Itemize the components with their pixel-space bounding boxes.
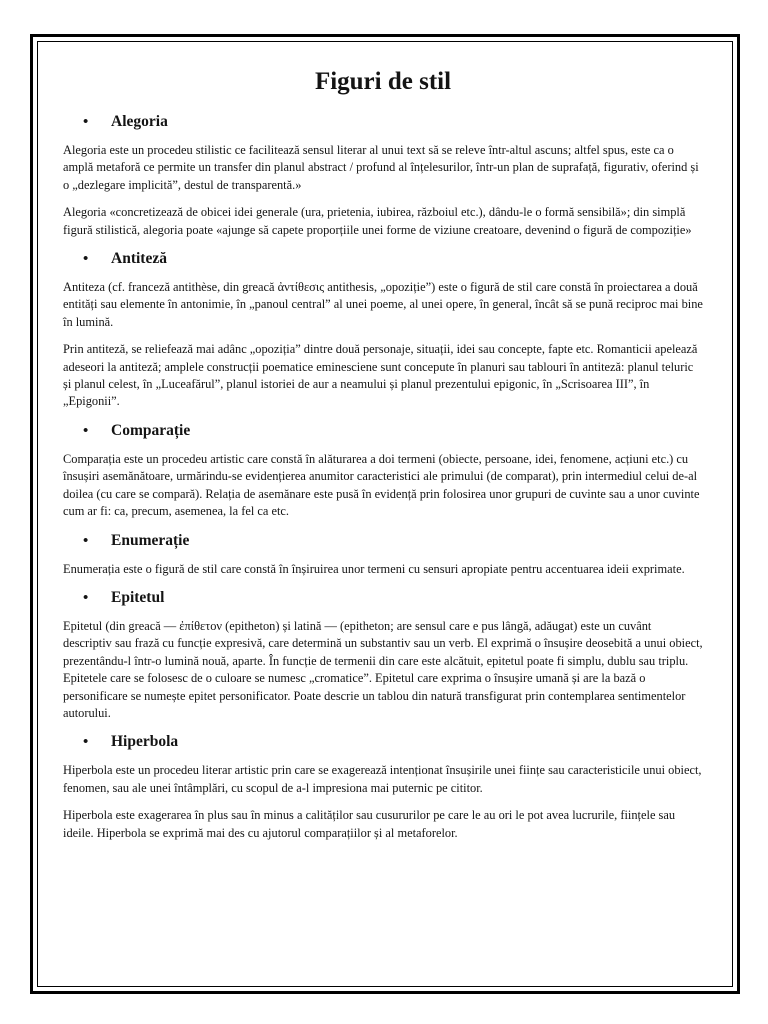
- paragraph: Epitetul (din greacă — ἐπίθετον (epitheton) și latină — (epitheton; are sensul care e pus lângă, adăugat) este un cuvânt descriptiv sau frază cu funcție expresivă, care determină un substantiv sau un verb. El exprimă o însușire deosebită a unui obiect, prezentându-l într-o lumină nouă, aparte. În funcție de termenii din care este alcătuit, epitetul poate fi simplu, dublu sau triplu. Epitetele care se folosesc de o culoare se numesc „cromatice”. Epitetul care exprima o însușire umană și are la bază o personificare se numește epitet personificator. Poate descrie un tablou din natură transfigurat prin contemplarea sentimentelor autorului.: [63, 618, 703, 720]
- section-heading-label: Epitetul: [111, 588, 165, 606]
- bullet-icon: •: [83, 251, 89, 268]
- section-heading-enumeratie: [83, 531, 703, 551]
- paragraph: Alegoria «concretizează de obicei idei generale (ura, prietenia, iubirea, războiul etc.), dându-le o formă sensibilă»; din simplă figură stilistică, alegoria poate «ajunge să capete proporțiile unei forme de viziune creatoare, devenind o figură de compoziție»: [63, 205, 692, 237]
- bullet-icon: •: [83, 734, 89, 751]
- document-body: [63, 66, 703, 852]
- paragraph: Prin antiteză, se reliefează mai adânc „opoziția” dintre două personaje, situații, idei sau concepte, fapte etc. Romanticii apelează adeseori la antiteză; amplele construcții poematice eminesciene sunt concepute în planuri sau tablouri în antiteză: planul teluric și planul celest, în „Luceafărul”, planul istoriei de aur a neamului și planul prezentului epigonic, în „Scrisoarea III”, în „Epigonii”.: [63, 342, 698, 409]
- paragraph: Enumerația este o figură de stil care constă în înșiruirea unor termeni cu sensuri apropiate pentru accentuarea ideii exprimate.: [63, 561, 685, 576]
- paragraph: Alegoria este un procedeu stilistic ce facilitează sensul literar al unui text să se releve într-altul ascuns; altfel spus, este ca o amplă metaforă ce permite un transfer din planul abstract / profund al înțelesurilor, într-un plan de suprafață, figurativ, oferind și o „dezlegare implicită”, destul de transparentă.»: [63, 143, 699, 192]
- paragraph: Antiteza (cf. franceză antithèse, din greacă ἀντίθεσις antithesis, „opoziție”) este o figură de stil care constă în proiectarea a două entități sau elemente în antonimie, în „panoul central” al unei poeme, al unei opere, în general, încât să se pună reciproc mai bine în lumină.: [63, 280, 703, 329]
- section-heading-alegoria: [83, 112, 703, 132]
- section-heading-label: Enumerație: [111, 531, 190, 549]
- section-heading-label: Comparație: [111, 421, 191, 439]
- bullet-icon: •: [83, 114, 89, 130]
- section-heading-comparatie: [83, 421, 703, 441]
- bullet-icon: •: [83, 422, 89, 439]
- section-heading-antiteza: [83, 249, 703, 269]
- document-title: Figuri de stil: [314, 68, 452, 95]
- section-heading-hiperbola: [83, 732, 703, 752]
- section-heading-label: Antiteză: [111, 250, 167, 268]
- paragraph: Hiperbola este un procedeu literar artistic prin care se exagerează intenționat însușirile unei ființe sau caracteristicile unui obiect, fenomen, sau ale unei întâmplări, cu scopul de a-l impresiona mai puternic pe cititor.: [63, 763, 702, 795]
- bullet-icon: •: [83, 589, 89, 606]
- section-heading-epitetul: [83, 588, 703, 608]
- bullet-icon: •: [83, 532, 89, 549]
- section-heading-label: Hiperbola: [111, 733, 179, 751]
- paragraph: Comparația este un procedeu artistic care constă în alăturarea a doi termeni (obiecte, persoane, idei, fenomene, acțiuni etc.) cu însușiri asemănătoare, urmărindu-se evidențierea anumitor caracteristici ale primului (de comparat), prin intermediul celui de-al doilea (cu care se compară). Relația de asemănare este pusă în evidență prin folosirea unor grupuri de cuvinte sau a unor cuvinte cum ar fi: ca, precum, asemenea, la fel ca etc.: [63, 451, 700, 519]
- section-heading-label: Alegoria: [111, 113, 168, 130]
- paragraph: Hiperbola este exagerarea în plus sau în minus a calităților sau cusururilor pe care le au ori le pot avea lucrurile, ființele sau ideile. Hiperbola se exprimă mai des cu ajutorul comparațiilor și al metaforelor.: [63, 808, 676, 840]
